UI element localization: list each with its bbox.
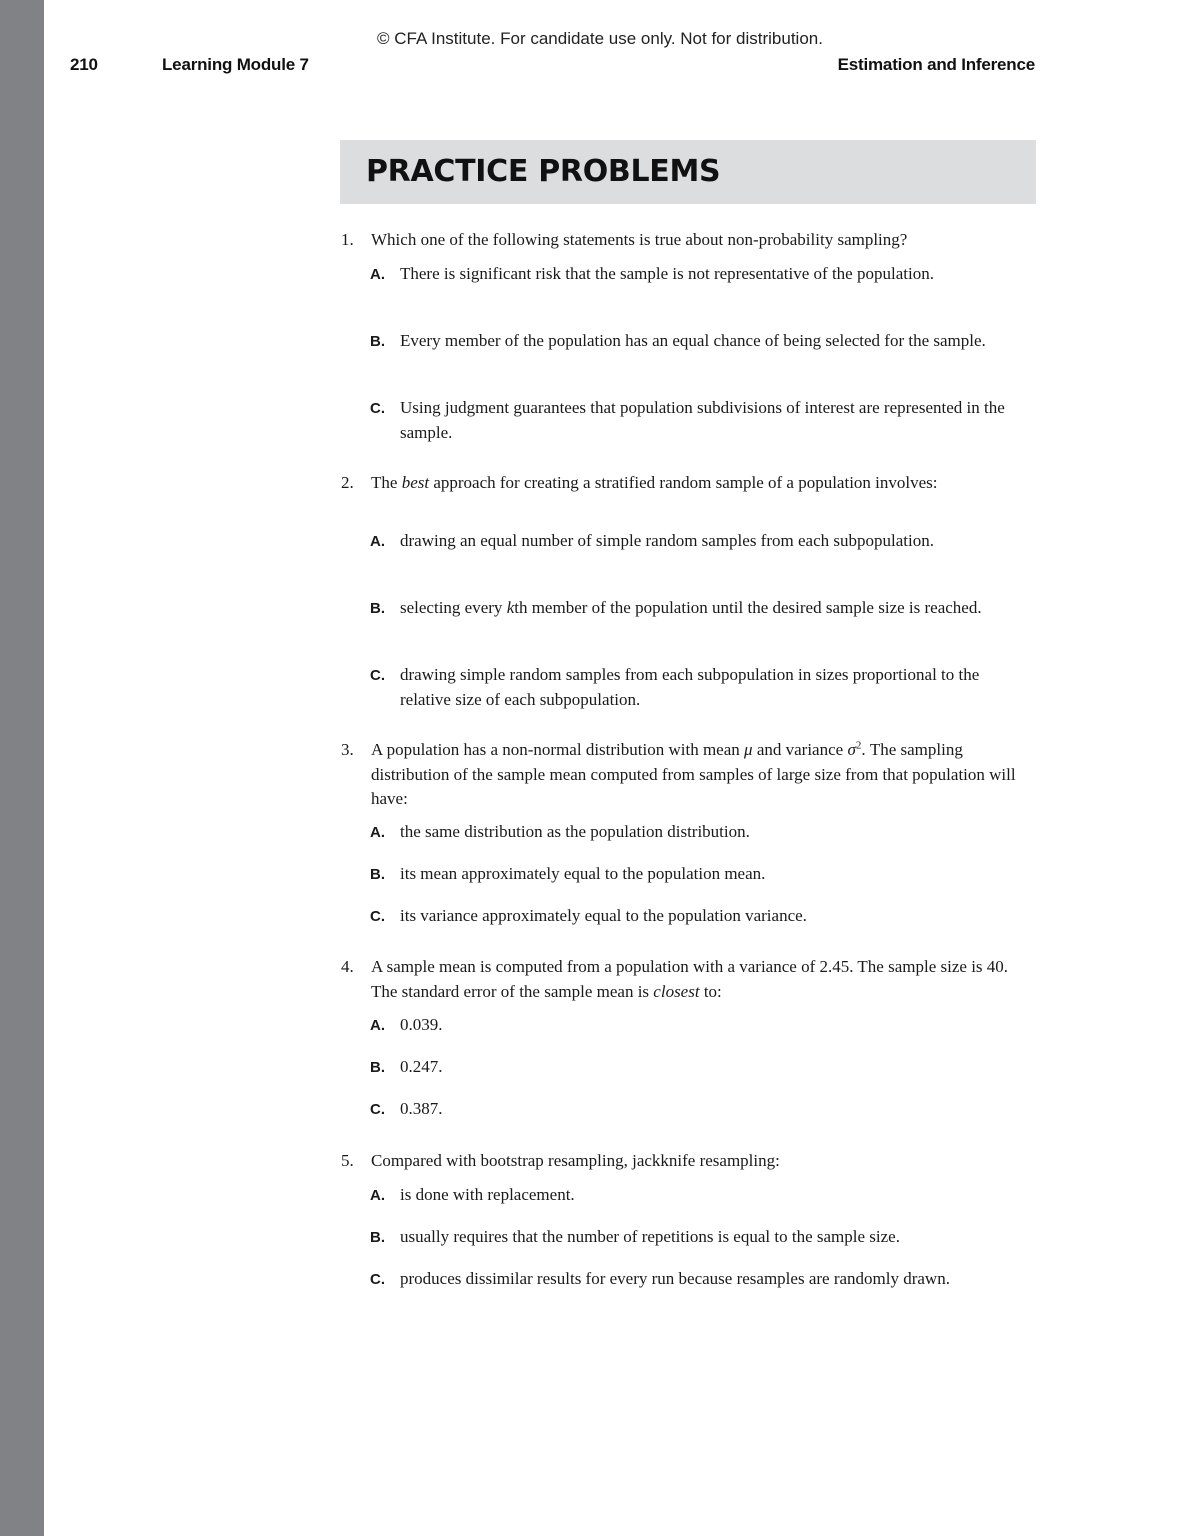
superscript: 2 [855, 739, 862, 752]
page-number: 210 [70, 55, 98, 74]
option-text: 0.387. [400, 1099, 443, 1118]
option-label: B. [370, 866, 385, 883]
option-text: 0.039. [400, 1015, 443, 1034]
mu-symbol: μ [744, 740, 753, 759]
option-label: C. [370, 400, 385, 417]
question-number: 1. [341, 230, 354, 249]
option-label: A. [370, 266, 385, 283]
option-text: usually requires that the number of repetitions is equal to the sample size. [400, 1227, 900, 1246]
running-header-module: Learning Module 7 [162, 55, 309, 74]
question-number: 4. [341, 957, 354, 976]
question-text: Compared with bootstrap resampling, jackknife resampling: [371, 1151, 780, 1170]
emphasis-text: best [401, 473, 430, 492]
option-text: Using judgment guarantees that population subdivisions of interest are represented in the sample. [400, 398, 1005, 442]
copyright-notice: © CFA Institute. For candidate use only. Not for distribution. [377, 29, 823, 48]
option-text: selecting every kth member of the population until the desired sample size is reached. [400, 598, 982, 617]
section-title: PRACTICE PROBLEMS [366, 154, 721, 189]
option-label: B. [370, 1059, 385, 1076]
question-number: 3. [341, 740, 354, 759]
section-banner [340, 140, 1036, 204]
option-text: drawing an equal number of simple random samples from each subpopulation. [400, 531, 934, 550]
option-text: the same distribution as the population distribution. [400, 822, 750, 841]
option-label: B. [370, 333, 385, 350]
option-label: B. [370, 600, 385, 617]
option-label: C. [370, 1271, 385, 1288]
emphasis-text: closest [653, 981, 700, 1001]
option-text: its mean approximately equal to the population mean. [400, 864, 766, 883]
option-label: A. [370, 533, 385, 550]
option-label: B. [370, 1229, 385, 1246]
question-number: 2. [341, 473, 354, 492]
option-label: C. [370, 667, 385, 684]
emphasis-text: k [506, 598, 515, 617]
question-number: 5. [341, 1151, 354, 1170]
option-label: C. [370, 1101, 385, 1118]
option-text: produces dissimilar results for every run because resamples are randomly drawn. [400, 1269, 950, 1288]
option-text: is done with replacement. [400, 1185, 575, 1204]
option-label: A. [370, 824, 385, 841]
option-text: Every member of the population has an equal chance of being selected for the sample. [400, 331, 986, 350]
sigma-symbol: σ [847, 740, 856, 759]
running-header-title: Estimation and Inference [837, 55, 1035, 74]
option-text: There is significant risk that the sample is not representative of the population. [400, 264, 934, 283]
option-label: A. [370, 1187, 385, 1204]
option-text: drawing simple random samples from each subpopulation in sizes proportional to the relative size of each subpopulation. [400, 665, 980, 709]
option-text: 0.247. [400, 1057, 443, 1076]
question-text: A sample mean is computed from a population with a variance of 2.45. The sample size is 40. The standard error of the sample mean is closest to: [371, 957, 1009, 1001]
question-text: The best approach for creating a stratified random sample of a population involves: [371, 473, 938, 492]
question-text: A population has a non-normal distribution with mean μ and variance $\sigma^2$. The sampling distribution of the sample mean computed from samples of large size from that population will have: [371, 739, 1016, 808]
option-label: A. [370, 1017, 385, 1034]
page-side-bar [0, 0, 44, 1536]
question-text: Which one of the following statements is true about non-probability sampling? [371, 230, 908, 249]
option-text: its variance approximately equal to the population variance. [400, 906, 807, 925]
option-label: C. [370, 908, 385, 925]
